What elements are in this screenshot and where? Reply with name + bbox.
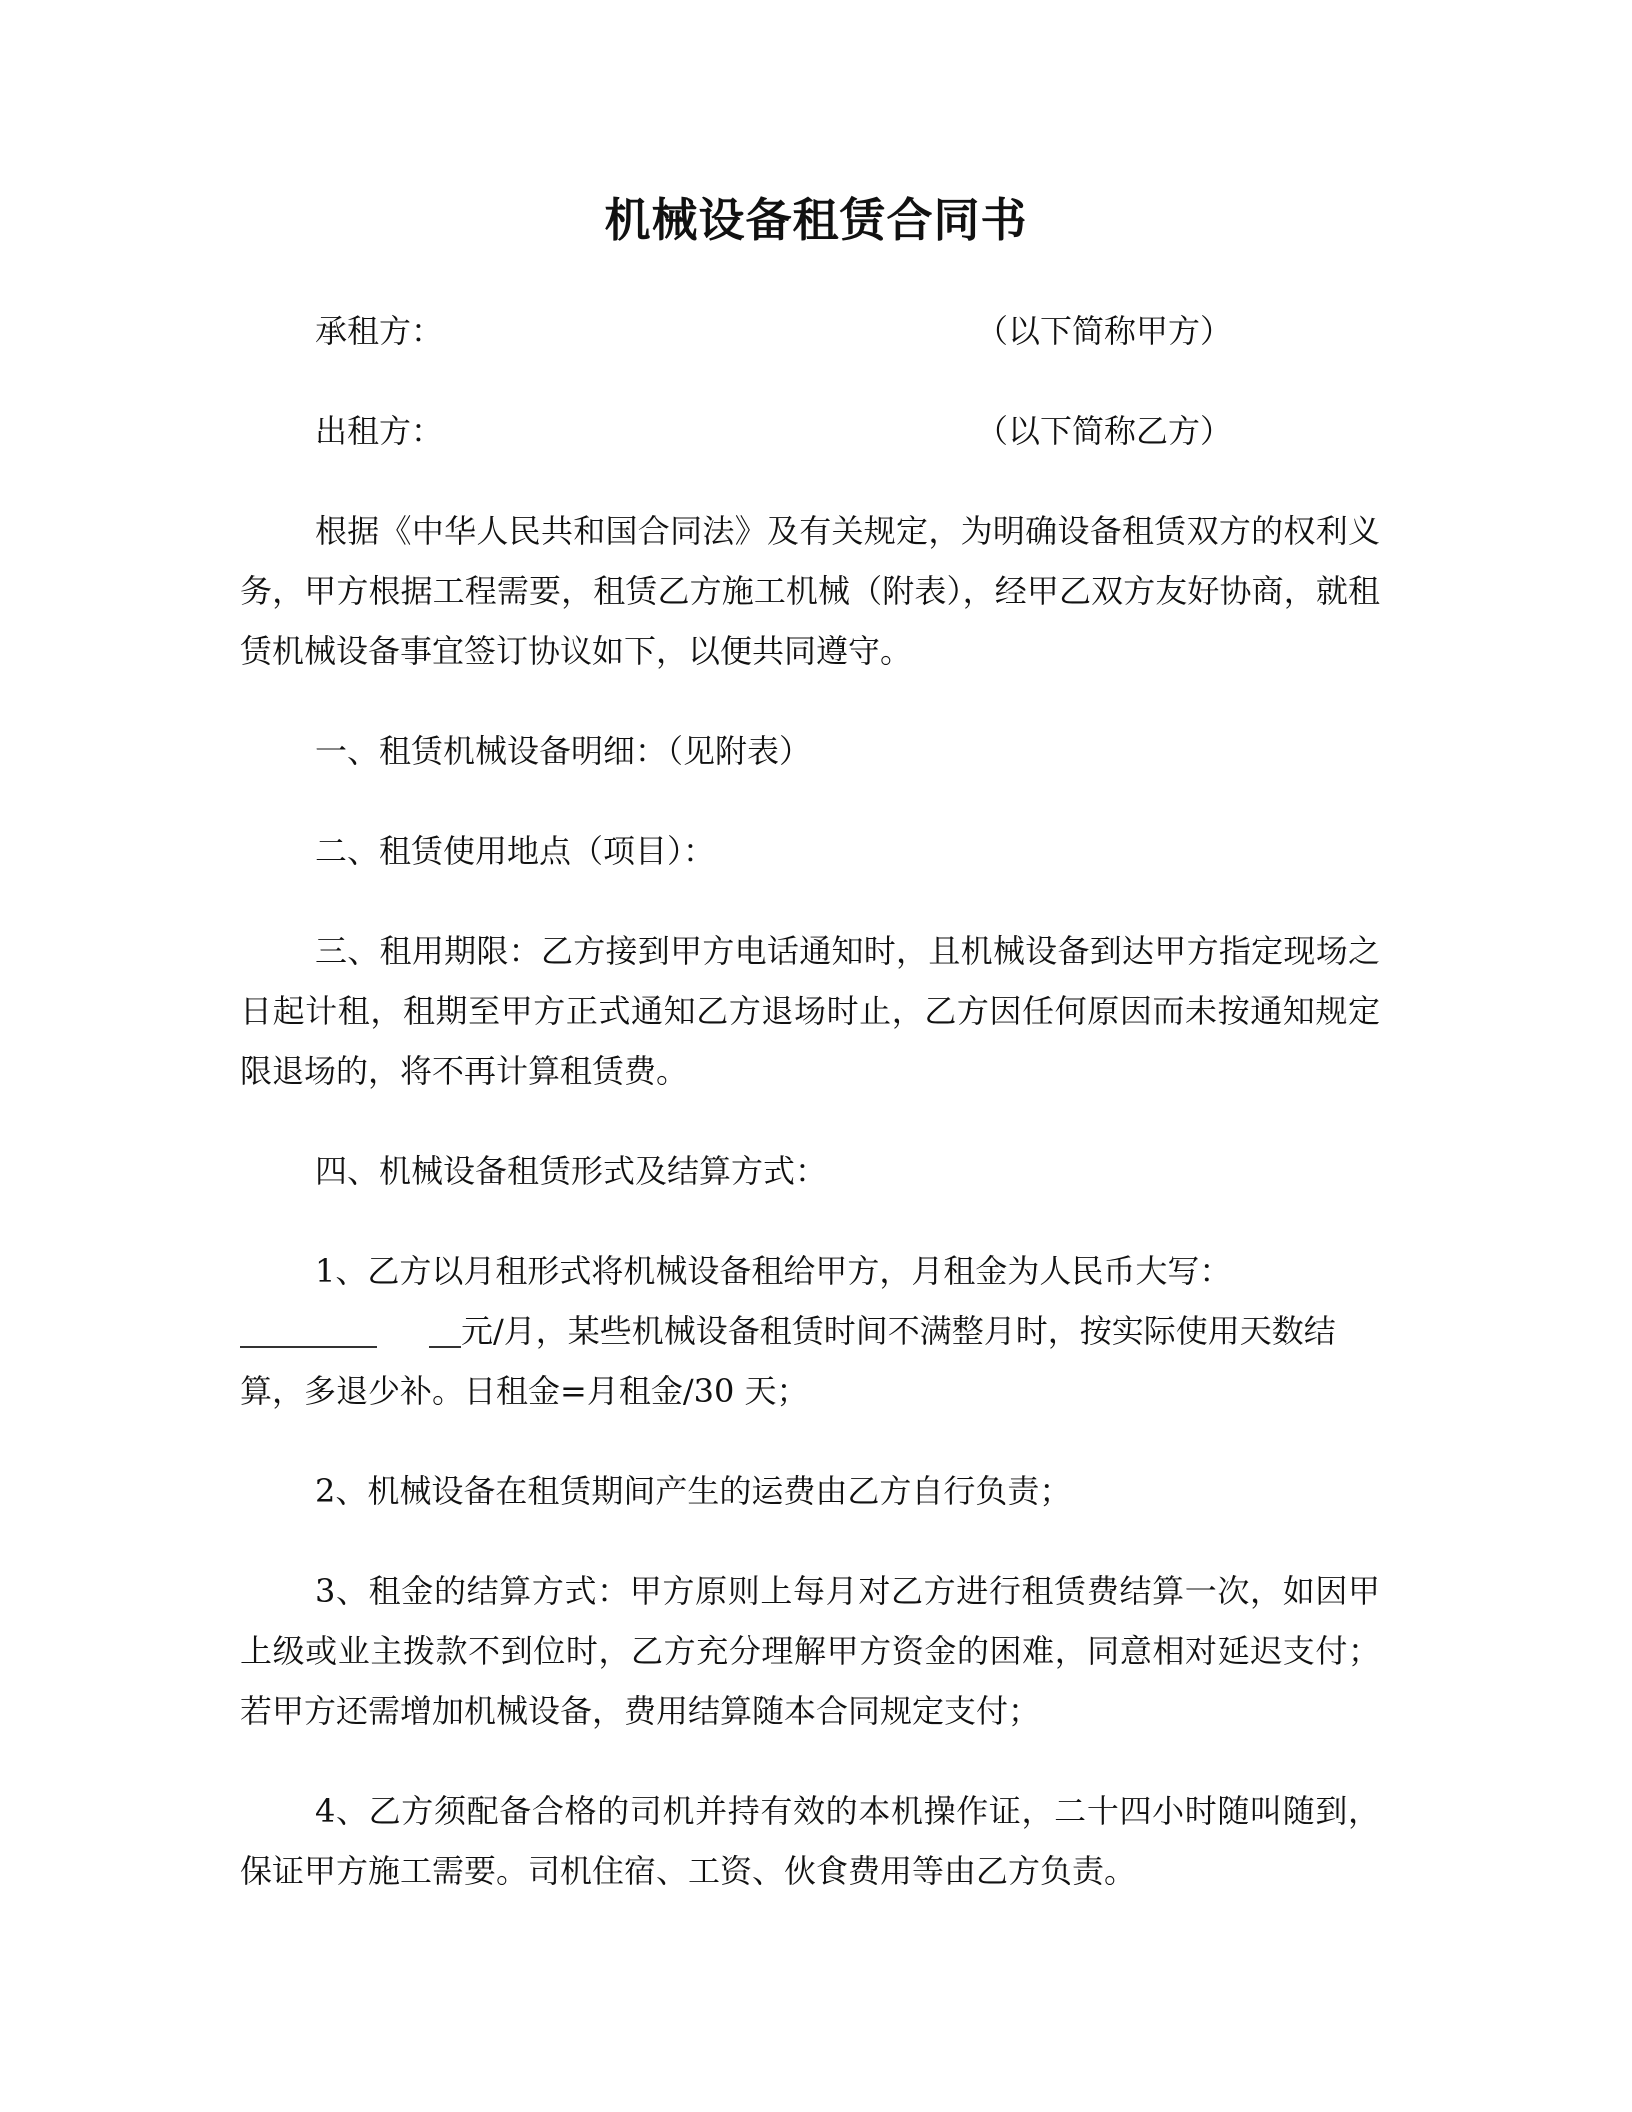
text-line: 务，甲方根据工程需要，租赁乙方施工机械（附表），经甲乙双方友好协商，就租 <box>240 572 1380 610</box>
text-line: 保证甲方施工需要。司机住宿、工资、伙食费用等由乙方负责。 <box>240 1852 1137 1890</box>
item-2 <box>240 1461 1380 1521</box>
party-note: （以下简称甲方） <box>976 312 1233 350</box>
text-line: 若甲方还需增加机械设备，费用结算随本合同规定支付； <box>240 1692 1041 1730</box>
rent-amount-blank-2[interactable] <box>429 1306 461 1348</box>
clause-3 <box>240 921 1380 1101</box>
rent-amount-blank[interactable] <box>240 1306 377 1348</box>
text-line: 4、乙方须配备合格的司机并持有效的本机操作证，二十四小时随叫随到， <box>315 1792 1380 1830</box>
text-line: 一、租赁机械设备明细：（见附表） <box>315 732 812 770</box>
text-line: 算，多退少补。日租金=月租金/30 天； <box>240 1372 809 1410</box>
text-line: 三、租用期限：乙方接到甲方电话通知时，且机械设备到达甲方指定现场之 <box>315 932 1380 970</box>
document-body <box>240 301 1380 1941</box>
text-line: 根据《中华人民共和国合同法》及有关规定，为明确设备租赁双方的权利义 <box>315 512 1380 550</box>
item-3 <box>240 1561 1380 1741</box>
preamble-paragraph <box>240 501 1380 681</box>
text-line: 二、租赁使用地点（项目）： <box>315 832 716 870</box>
text-line: 2、机械设备在租赁期间产生的运费由乙方自行负责； <box>315 1472 1072 1510</box>
party-lessor <box>240 401 1380 461</box>
document-title: 机械设备租赁合同书 <box>604 193 1028 247</box>
party-label: 出租方： <box>315 412 444 450</box>
item-1 <box>240 1241 1380 1421</box>
party-lessee <box>240 301 1380 361</box>
text-line: 1、乙方以月租形式将机械设备租给甲方，月租金为人民币大写： <box>315 1252 1232 1290</box>
item-4 <box>240 1781 1380 1901</box>
text-line: 3、租金的结算方式：甲方原则上每月对乙方进行租赁费结算一次，如因甲 <box>315 1572 1380 1610</box>
party-note: （以下简称乙方） <box>976 412 1233 450</box>
text-line: 四、机械设备租赁形式及结算方式： <box>315 1152 828 1190</box>
clause-4 <box>240 1141 1380 1201</box>
text-line: 上级或业主拨款不到位时，乙方充分理解甲方资金的困难，同意相对延迟支付； <box>240 1632 1380 1670</box>
clause-2 <box>240 821 1380 881</box>
text-line: 元/月，某些机械设备租赁时间不满整月时，按实际使用天数结 <box>461 1312 1336 1350</box>
text-line: 限退场的，将不再计算租赁费。 <box>240 1052 689 1090</box>
text-line: 日起计租，租期至甲方正式通知乙方退场时止，乙方因任何原因而未按通知规定 <box>240 992 1380 1030</box>
text-line: 赁机械设备事宜签订协议如下，以便共同遵守。 <box>240 632 913 670</box>
party-label: 承租方： <box>315 312 444 350</box>
clause-1 <box>240 721 1380 781</box>
